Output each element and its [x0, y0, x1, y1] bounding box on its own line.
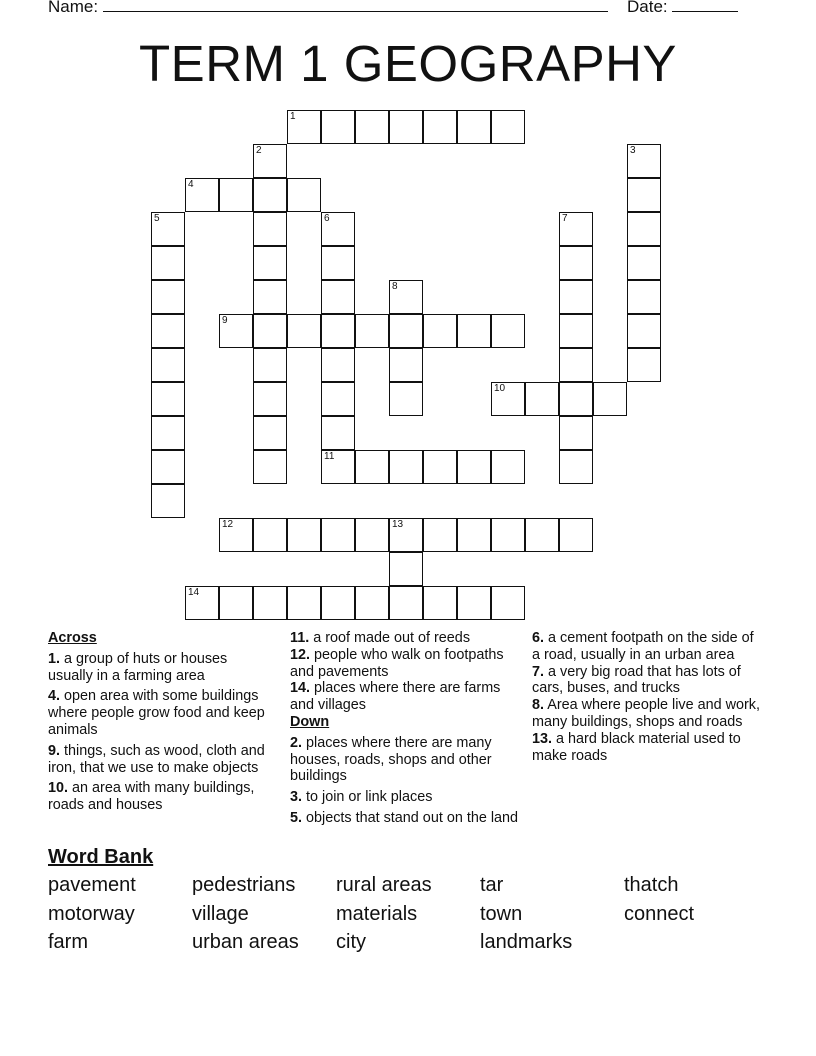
crossword-cell[interactable]: [321, 280, 355, 314]
date-label: Date:: [627, 0, 668, 16]
crossword-cell[interactable]: [627, 212, 661, 246]
clue-number: 5: [154, 213, 160, 224]
word-bank-item: pedestrians: [192, 874, 296, 896]
crossword-cell[interactable]: [185, 586, 219, 620]
clue-number: 7: [562, 213, 568, 224]
crossword-cell[interactable]: [559, 416, 593, 450]
crossword-cell[interactable]: [253, 518, 287, 552]
crossword-cell[interactable]: [559, 246, 593, 280]
clue-across-9: 9. things, such as wood, cloth and iron, that we use to make objects: [48, 742, 265, 776]
crossword-cell[interactable]: [525, 518, 559, 552]
crossword-cell[interactable]: [559, 382, 593, 416]
clue-number: 9: [222, 315, 228, 326]
crossword-cell[interactable]: [219, 178, 253, 212]
crossword-cell[interactable]: [389, 518, 423, 552]
crossword-cell[interactable]: [627, 280, 661, 314]
crossword-cell[interactable]: [525, 382, 559, 416]
crossword-cell[interactable]: [627, 314, 661, 348]
crossword-cell[interactable]: [423, 110, 457, 144]
crossword-cell[interactable]: [151, 450, 185, 484]
crossword-cell[interactable]: [151, 484, 185, 518]
crossword-cell[interactable]: [389, 586, 423, 620]
crossword-cell[interactable]: [151, 246, 185, 280]
crossword-cell[interactable]: [389, 348, 423, 382]
crossword-cell[interactable]: [253, 450, 287, 484]
crossword-cell[interactable]: [321, 110, 355, 144]
word-bank-item: connect: [624, 903, 695, 925]
crossword-cell[interactable]: [355, 110, 389, 144]
word-bank-title: Word Bank: [48, 846, 154, 868]
crossword-cell[interactable]: [593, 382, 627, 416]
crossword-cell[interactable]: [321, 212, 355, 246]
crossword-cell[interactable]: [389, 552, 423, 586]
clue-across-11: 11. a roof made out of reeds: [290, 630, 471, 646]
crossword-cell[interactable]: [491, 382, 525, 416]
crossword-cell[interactable]: [287, 178, 321, 212]
word-bank-item: pavement: [48, 874, 136, 896]
crossword-cell[interactable]: [559, 348, 593, 382]
crossword-cell[interactable]: [423, 586, 457, 620]
crossword-cell[interactable]: [423, 450, 457, 484]
crossword-cell[interactable]: [253, 348, 287, 382]
crossword-cell[interactable]: [151, 416, 185, 450]
crossword-cell[interactable]: [185, 178, 219, 212]
clue-across-1: 1. a group of huts or houses usually in a farming area: [48, 650, 228, 684]
clue-number: 2: [256, 145, 262, 156]
clue-number: 8: [392, 281, 398, 292]
clue-across-10: 10. an area with many buildings, roads and houses: [48, 780, 255, 814]
crossword-cell[interactable]: [151, 382, 185, 416]
clue-down-6: 6. a cement footpath on the side of a road, usually in an urban area: [532, 630, 754, 663]
crossword-cell[interactable]: [151, 314, 185, 348]
crossword-cell[interactable]: [219, 314, 253, 348]
word-bank-item: thatch: [624, 874, 679, 896]
crossword-cell[interactable]: [491, 586, 525, 620]
crossword-cell[interactable]: [491, 450, 525, 484]
crossword-cell[interactable]: [491, 314, 525, 348]
word-bank-item: materials: [336, 903, 418, 925]
crossword-cell[interactable]: [389, 450, 423, 484]
clues-column-3: [532, 630, 764, 764]
crossword-cell[interactable]: [389, 382, 423, 416]
crossword-cell[interactable]: [253, 314, 287, 348]
crossword-cell[interactable]: [457, 314, 491, 348]
crossword-cell[interactable]: [559, 518, 593, 552]
crossword-cell[interactable]: [559, 212, 593, 246]
clues-column-1: [48, 630, 270, 818]
crossword-cell[interactable]: [253, 416, 287, 450]
crossword-cell[interactable]: [355, 314, 389, 348]
crossword-cell[interactable]: [287, 518, 321, 552]
clue-number: 12: [222, 519, 234, 530]
crossword-cell[interactable]: [253, 212, 287, 246]
crossword-cell[interactable]: [491, 110, 525, 144]
crossword-cell[interactable]: [321, 518, 355, 552]
crossword-cell[interactable]: [253, 246, 287, 280]
clue-down-2: 2. places where there are many houses, roads, shops and other buildings: [290, 734, 492, 785]
crossword-cell[interactable]: [321, 586, 355, 620]
crossword-cell[interactable]: [389, 280, 423, 314]
crossword-cell[interactable]: [457, 518, 491, 552]
crossword-cell[interactable]: [491, 518, 525, 552]
clue-across-14: 14. places where there are farms and villages: [290, 680, 501, 714]
crossword-cell[interactable]: [389, 110, 423, 144]
page-title: TERM 1 GEOGRAPHY: [139, 35, 677, 92]
clue-down-7: 7. a very big road that has lots of cars, buses, and trucks: [532, 663, 741, 697]
crossword-cell[interactable]: [355, 518, 389, 552]
word-bank-item: tar: [480, 874, 504, 896]
crossword-cell[interactable]: [253, 382, 287, 416]
crossword-cell[interactable]: [389, 314, 423, 348]
crossword-cell[interactable]: [253, 586, 287, 620]
crossword-cell[interactable]: [355, 450, 389, 484]
across-heading: Across: [48, 630, 97, 646]
crossword-cell[interactable]: [457, 586, 491, 620]
crossword-cell[interactable]: [219, 518, 253, 552]
crossword-cell[interactable]: [457, 450, 491, 484]
crossword-cell[interactable]: [321, 382, 355, 416]
crossword-cell[interactable]: [321, 314, 355, 348]
clue-number: 1: [290, 111, 296, 122]
word-bank-item: village: [192, 903, 249, 925]
crossword-cell[interactable]: [321, 348, 355, 382]
crossword-cell[interactable]: [151, 212, 185, 246]
clue-number: 11: [324, 451, 335, 462]
clue-number: 4: [188, 179, 194, 190]
clue-number: 10: [494, 383, 506, 394]
down-heading: Down: [290, 713, 330, 730]
crossword-cell[interactable]: [355, 586, 389, 620]
crossword-cell[interactable]: [287, 314, 321, 348]
word-bank-item: motorway: [48, 903, 135, 925]
clue-down-3: 3. to join or link places: [290, 789, 433, 806]
word-bank-item: farm: [48, 931, 88, 953]
crossword-cell[interactable]: [321, 450, 355, 484]
word-bank-item: landmarks: [480, 931, 573, 953]
crossword-cell[interactable]: [253, 280, 287, 314]
crossword-cell[interactable]: [321, 246, 355, 280]
crossword-cell[interactable]: [627, 178, 661, 212]
crossword-cell[interactable]: [627, 144, 661, 178]
crossword-cell[interactable]: [321, 416, 355, 450]
word-bank-item: rural areas: [336, 874, 432, 896]
crossword-cell[interactable]: [287, 110, 321, 144]
clue-across-4: 4. open area with some buildings where people grow food and keep animals: [48, 688, 265, 738]
crossword-cell[interactable]: [559, 450, 593, 484]
crossword-cell[interactable]: [559, 314, 593, 348]
clue-number: 14: [188, 587, 200, 598]
crossword-cell[interactable]: [627, 246, 661, 280]
crossword-cell[interactable]: [457, 110, 491, 144]
crossword-cell[interactable]: [151, 280, 185, 314]
clue-down-8: 8. Area where people live and work, many buildings, shops and roads: [532, 697, 761, 730]
crossword-cell[interactable]: [253, 178, 287, 212]
crossword-cell[interactable]: [423, 314, 457, 348]
word-bank-item: urban areas: [192, 931, 299, 953]
word-bank-item: city: [336, 931, 366, 953]
crossword-cell[interactable]: [253, 144, 287, 178]
clues-column-2: [290, 630, 525, 831]
crossword-cell[interactable]: [627, 348, 661, 382]
clue-across-12: 12. people who walk on footpaths and pavements: [290, 646, 504, 680]
word-bank-item: town: [480, 903, 523, 925]
crossword-cell[interactable]: [287, 586, 321, 620]
clue-down-5: 5. objects that stand out on the land: [290, 809, 519, 826]
name-label: Name:: [48, 0, 99, 16]
clue-number: 3: [630, 145, 636, 156]
clue-number: 6: [324, 213, 330, 224]
clue-down-13: 13. a hard black material used to make roads: [532, 730, 741, 764]
crossword-cell[interactable]: [423, 518, 457, 552]
crossword-cell[interactable]: [151, 348, 185, 382]
crossword-cell[interactable]: [219, 586, 253, 620]
clue-number: 13: [392, 519, 404, 530]
crossword-cell[interactable]: [559, 280, 593, 314]
